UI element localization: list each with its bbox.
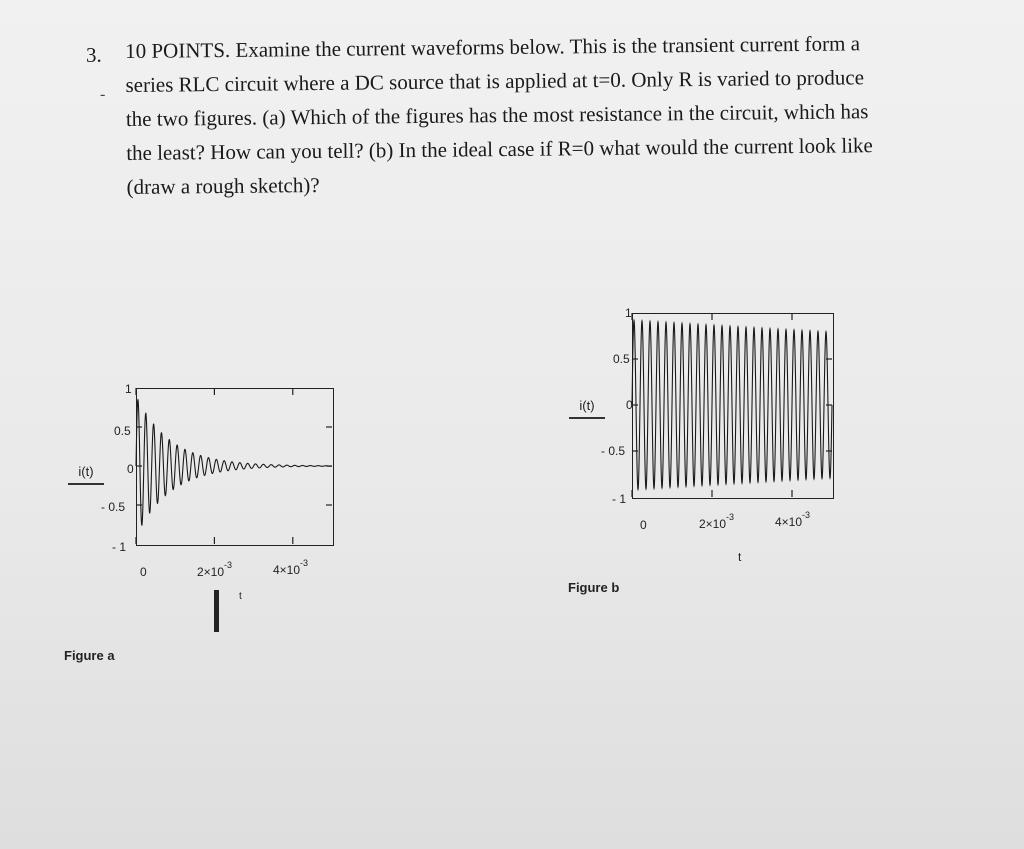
question-text bbox=[125, 25, 1002, 204]
figure-a-xtick: $2\times 10^{-3}$ bbox=[197, 560, 233, 579]
figure-b-xlabel: t bbox=[738, 550, 742, 564]
figure-b-ytick: 1 bbox=[625, 306, 632, 320]
current-waveform-line bbox=[136, 400, 332, 525]
figure-b-caption: Figure b bbox=[568, 580, 620, 595]
figure-a-waveform bbox=[136, 388, 332, 544]
stray-mark: - bbox=[100, 86, 106, 103]
figure-a-ytick: 1 bbox=[125, 382, 132, 396]
figure-a-xtick: $4\times 10^{-3}$ bbox=[273, 558, 309, 577]
figure-a-ytick: 0 bbox=[127, 462, 134, 476]
figure-a-xtick: 0 bbox=[140, 565, 147, 579]
question-line: the two figures. (a) Which of the figures has the most resistance in the circuit, which has bbox=[125, 99, 869, 131]
figure-b-xtick: 0 bbox=[640, 518, 647, 532]
figure-a-caption: Figure a bbox=[64, 648, 115, 663]
figure-b-ytick: - 1 bbox=[612, 492, 627, 506]
figure-b-xtick: $4\times 10^{-3}$ bbox=[775, 510, 811, 529]
question-line: series RLC circuit where a DC source that is applied at t=0. Only R is varied to produce bbox=[125, 65, 865, 97]
figure-a-ytick: - 0.5 bbox=[101, 500, 126, 514]
figure-b-waveform bbox=[632, 313, 832, 497]
figure-a-ytick: - 1 bbox=[112, 540, 127, 554]
question-line: the least? How can you tell? (b) In the ideal case if R=0 what would the current look like bbox=[126, 133, 873, 165]
figure-a-ylabel: i(t) bbox=[68, 464, 104, 485]
figure-b-ytick: 0 bbox=[626, 398, 633, 412]
figure-b-ytick: - 0.5 bbox=[601, 444, 626, 458]
figure-b-xtick: $2\times 10^{-3}$ bbox=[699, 512, 735, 531]
question-line: 10 POINTS. Examine the current waveforms below. This is the transient current form a bbox=[125, 31, 861, 63]
pen-mark bbox=[214, 590, 219, 632]
figure-b-ylabel: i(t) bbox=[569, 398, 605, 419]
current-waveform-line bbox=[632, 320, 832, 489]
figure-a-xlabel: t bbox=[239, 591, 242, 602]
figure-b-ytick: 0.5 bbox=[613, 352, 630, 366]
question-number: 3. bbox=[86, 43, 102, 67]
question-line: (draw a rough sketch)? bbox=[126, 172, 320, 199]
figure-a-ytick: 0.5 bbox=[114, 424, 131, 438]
